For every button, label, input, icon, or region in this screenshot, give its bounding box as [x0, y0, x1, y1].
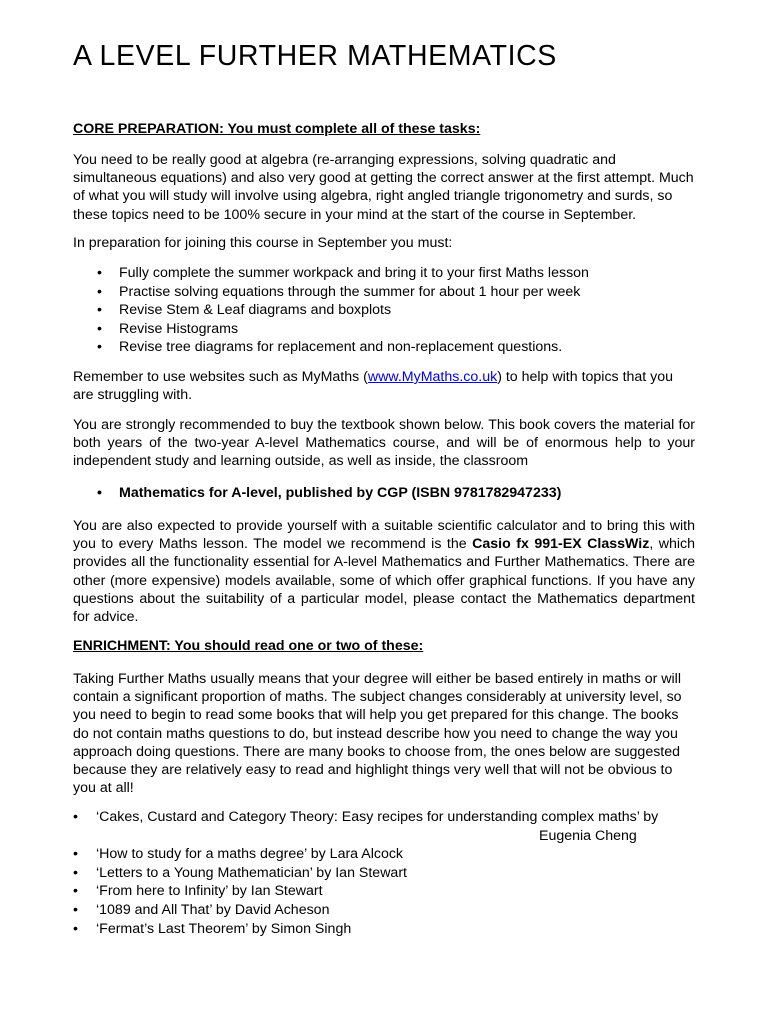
- bullet-icon: •: [73, 864, 78, 881]
- textbook-list: [73, 484, 695, 503]
- bullet-icon: •: [97, 265, 102, 281]
- page-title: A LEVEL FURTHER MATHEMATICS: [73, 40, 557, 72]
- mymaths-paragraph: Remember to use websites such as MyMaths (www.MyMaths.co.uk) to help with topics that you are struggling with.: [73, 369, 674, 404]
- enrichment-paragraph: Taking Further Maths usually means that your degree will either be based entirely in maths or will contain a significant proportion of maths. The subject changes considerably at university level, so you need to begin to read some books that will help you get prepared for this change. The books do not contain maths questions to do, but instead describe how you need to change the way you approach doing questions. There are many books to choose from, the ones below are suggested because they are relatively easy to read and highlight things very well that will not be obvious to you at all!: [73, 671, 682, 797]
- calculator-model: Casio fx 991-EX ClassWiz: [472, 536, 650, 553]
- bullet-icon: •: [73, 846, 78, 863]
- bullet-icon: •: [73, 883, 78, 900]
- enrichment-heading: ENRICHMENT: You should read one or two of these:: [73, 638, 424, 654]
- list-item: • Revise Histograms: [97, 320, 239, 337]
- list-item: • ‘Fermat’s Last Theorem’ by Simon Singh: [73, 920, 352, 937]
- calculator-paragraph: You are also expected to provide yourself with a suitable scientific calculator and to bring this with you to every Maths lesson. The model we recommend is the Casio fx 991-EX ClassWiz, which provides all the functionality essential for A-level Mathematics and Further Mathematics. There are other (more expensive) models available, some of which offer graphical functions. If you have any questions about the suitability of a particular model, please contact the Mathematics department for advice.: [73, 518, 696, 626]
- list-item: • ‘1089 and All That’ by David Acheson: [73, 901, 330, 918]
- list-item: • ‘From here to Infinity’ by Ian Stewart: [73, 883, 323, 900]
- reading-list: [73, 808, 695, 938]
- core-preparation-heading: CORE PREPARATION: You must complete all of these tasks:: [73, 121, 481, 137]
- preparation-task-list: [73, 264, 695, 357]
- list-item: • ‘Cakes, Custard and Category Theory: Easy recipes for understanding complex maths’ by Eugenia Cheng: [73, 808, 695, 845]
- bullet-icon: •: [73, 809, 78, 825]
- list-item: • Fully complete the summer workpack and bring it to your first Maths lesson: [97, 265, 589, 281]
- bullet-icon: •: [97, 485, 102, 501]
- core-intro-paragraph: You need to be really good at algebra (re-arranging expressions, solving quadratic and simultaneous equations) and also very good at getting the correct answer at the first attempt. Much of what you will study will involve using algebra, right angled triangle trigonometry and surds, so these topics need to be 100% secure in your mind at the start of the course in September.: [73, 152, 694, 223]
- bullet-icon: •: [73, 901, 78, 918]
- list-item: • Revise Stem & Leaf diagrams and boxplots: [97, 302, 392, 319]
- bullet-icon: •: [97, 283, 102, 300]
- list-item: • ‘Letters to a Young Mathematician’ by Ian Stewart: [73, 864, 407, 881]
- textbook-paragraph: You are strongly recommended to buy the textbook shown below. This book covers the material for both years of the two-year A-level Mathematics course, and will be of enormous help to your independent study and learning outside, as well as inside, the classroom: [73, 417, 695, 470]
- bullet-icon: •: [73, 920, 78, 937]
- mymaths-link[interactable]: www.MyMaths.co.uk: [367, 369, 498, 385]
- bullet-icon: •: [97, 320, 102, 337]
- bullet-icon: •: [97, 302, 102, 319]
- bullet-icon: •: [97, 339, 102, 356]
- preparation-paragraph: In preparation for joining this course in September you must:: [73, 235, 453, 251]
- list-item: • Revise tree diagrams for replacement and non-replacement questions.: [97, 339, 563, 356]
- list-item: • ‘How to study for a maths degree’ by Lara Alcock: [73, 846, 404, 863]
- list-item: • Practise solving equations through the summer for about 1 hour per week: [97, 283, 581, 300]
- list-item: • Mathematics for A-level, published by CGP (ISBN 9781782947233): [97, 485, 562, 501]
- book-author: Eugenia Cheng: [539, 827, 637, 844]
